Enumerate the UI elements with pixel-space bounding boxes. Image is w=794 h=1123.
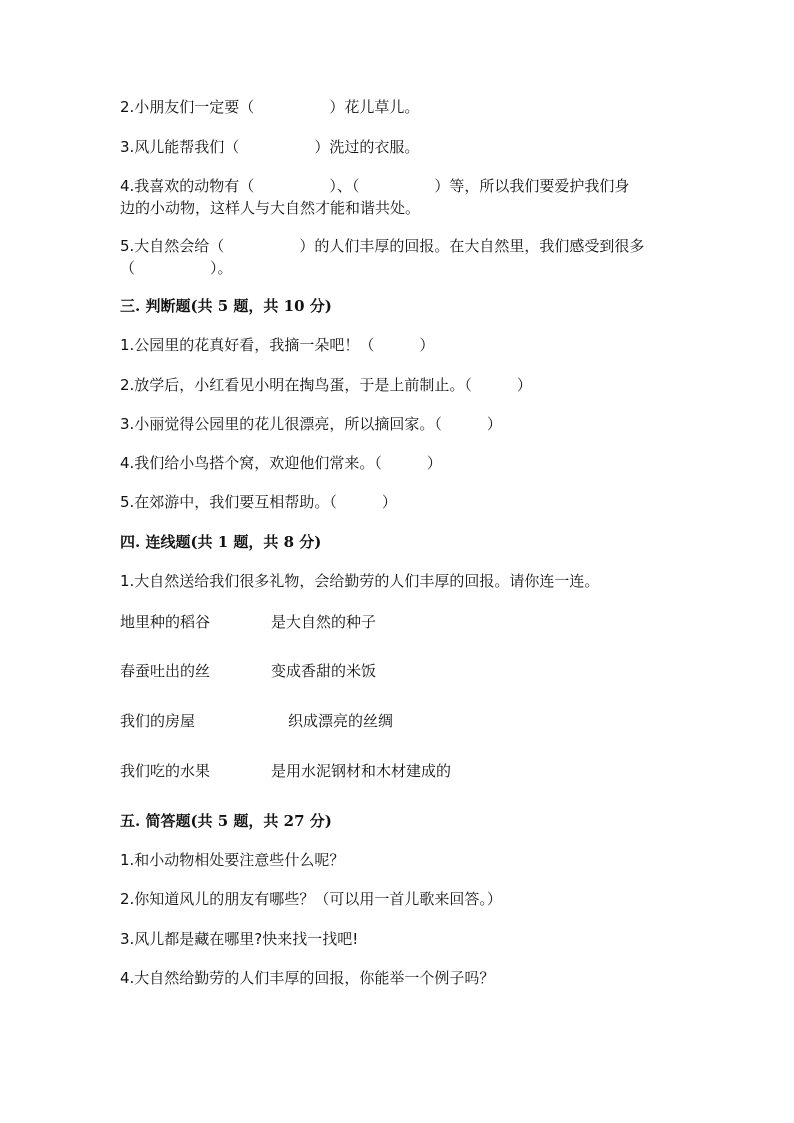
match-left-2: 春蚕吐出的丝	[120, 662, 211, 680]
match-right-3: 织成漂亮的丝绸	[288, 712, 394, 730]
short-answer-item-2: 2.你知道风儿的朋友有哪些？（可以用一首儿歌来回答。）	[120, 890, 502, 908]
match-left-3: 我们的房屋	[120, 712, 196, 730]
short-answer-item-1: 1.和小动物相处要注意些什么呢？	[120, 851, 345, 869]
fill-blank-item-5: 5.大自然会给（ ）的人们丰厚的回报。在大自然里，我们感受到很多	[120, 237, 645, 255]
section4-heading: 四. 连线题(共 1 题，共 8 分)	[120, 533, 322, 551]
match-left-4: 我们吃的水果	[120, 762, 211, 780]
fill-blank-item-3: 3.风儿能帮我们（ ）洗过的衣服。	[120, 138, 420, 156]
judge-item-3: 3.小丽觉得公园里的花儿很漂亮，所以摘回家。（ ）	[120, 415, 502, 433]
match-right-1: 是大自然的种子	[271, 613, 377, 631]
judge-item-4: 4.我们给小鸟搭个窝，欢迎他们常来。（ ）	[120, 454, 442, 472]
fill-blank-item-5-cont: （ ）。	[120, 259, 233, 277]
short-answer-item-3: 3.风儿都是藏在哪里?快来找一找吧!	[120, 930, 359, 948]
section3-heading: 三. 判断题(共 5 题，共 10 分)	[120, 297, 332, 315]
match-right-4: 是用水泥钢材和木材建成的	[271, 762, 452, 780]
fill-blank-item-4: 4.我喜欢的动物有（ ）、（ ）等，所以我们要爱护我们身	[120, 177, 630, 195]
fill-blank-item-2: 2.小朋友们一定要（ ）花儿草儿。	[120, 98, 420, 116]
judge-item-2: 2.放学后，小红看见小明在掏鸟蛋，于是上前制止。（ ）	[120, 376, 532, 394]
short-answer-item-4: 4.大自然给勤劳的人们丰厚的回报，你能举一个例子吗？	[120, 969, 495, 987]
matching-question: 1.大自然送给我们很多礼物，会给勤劳的人们丰厚的回报。请你连一连。	[120, 572, 600, 590]
fill-blank-item-4-cont: 边的小动物，这样人与大自然才能和谐共处。	[120, 199, 421, 217]
judge-item-5: 5.在郊游中，我们要互相帮助。（ ）	[120, 493, 397, 511]
match-right-2: 变成香甜的米饭	[271, 662, 377, 680]
match-left-1: 地里种的稻谷	[120, 613, 211, 631]
section5-heading: 五. 简答题(共 5 题，共 27 分)	[120, 812, 332, 830]
judge-item-1: 1.公园里的花真好看，我摘一朵吧！（ ）	[120, 336, 435, 354]
